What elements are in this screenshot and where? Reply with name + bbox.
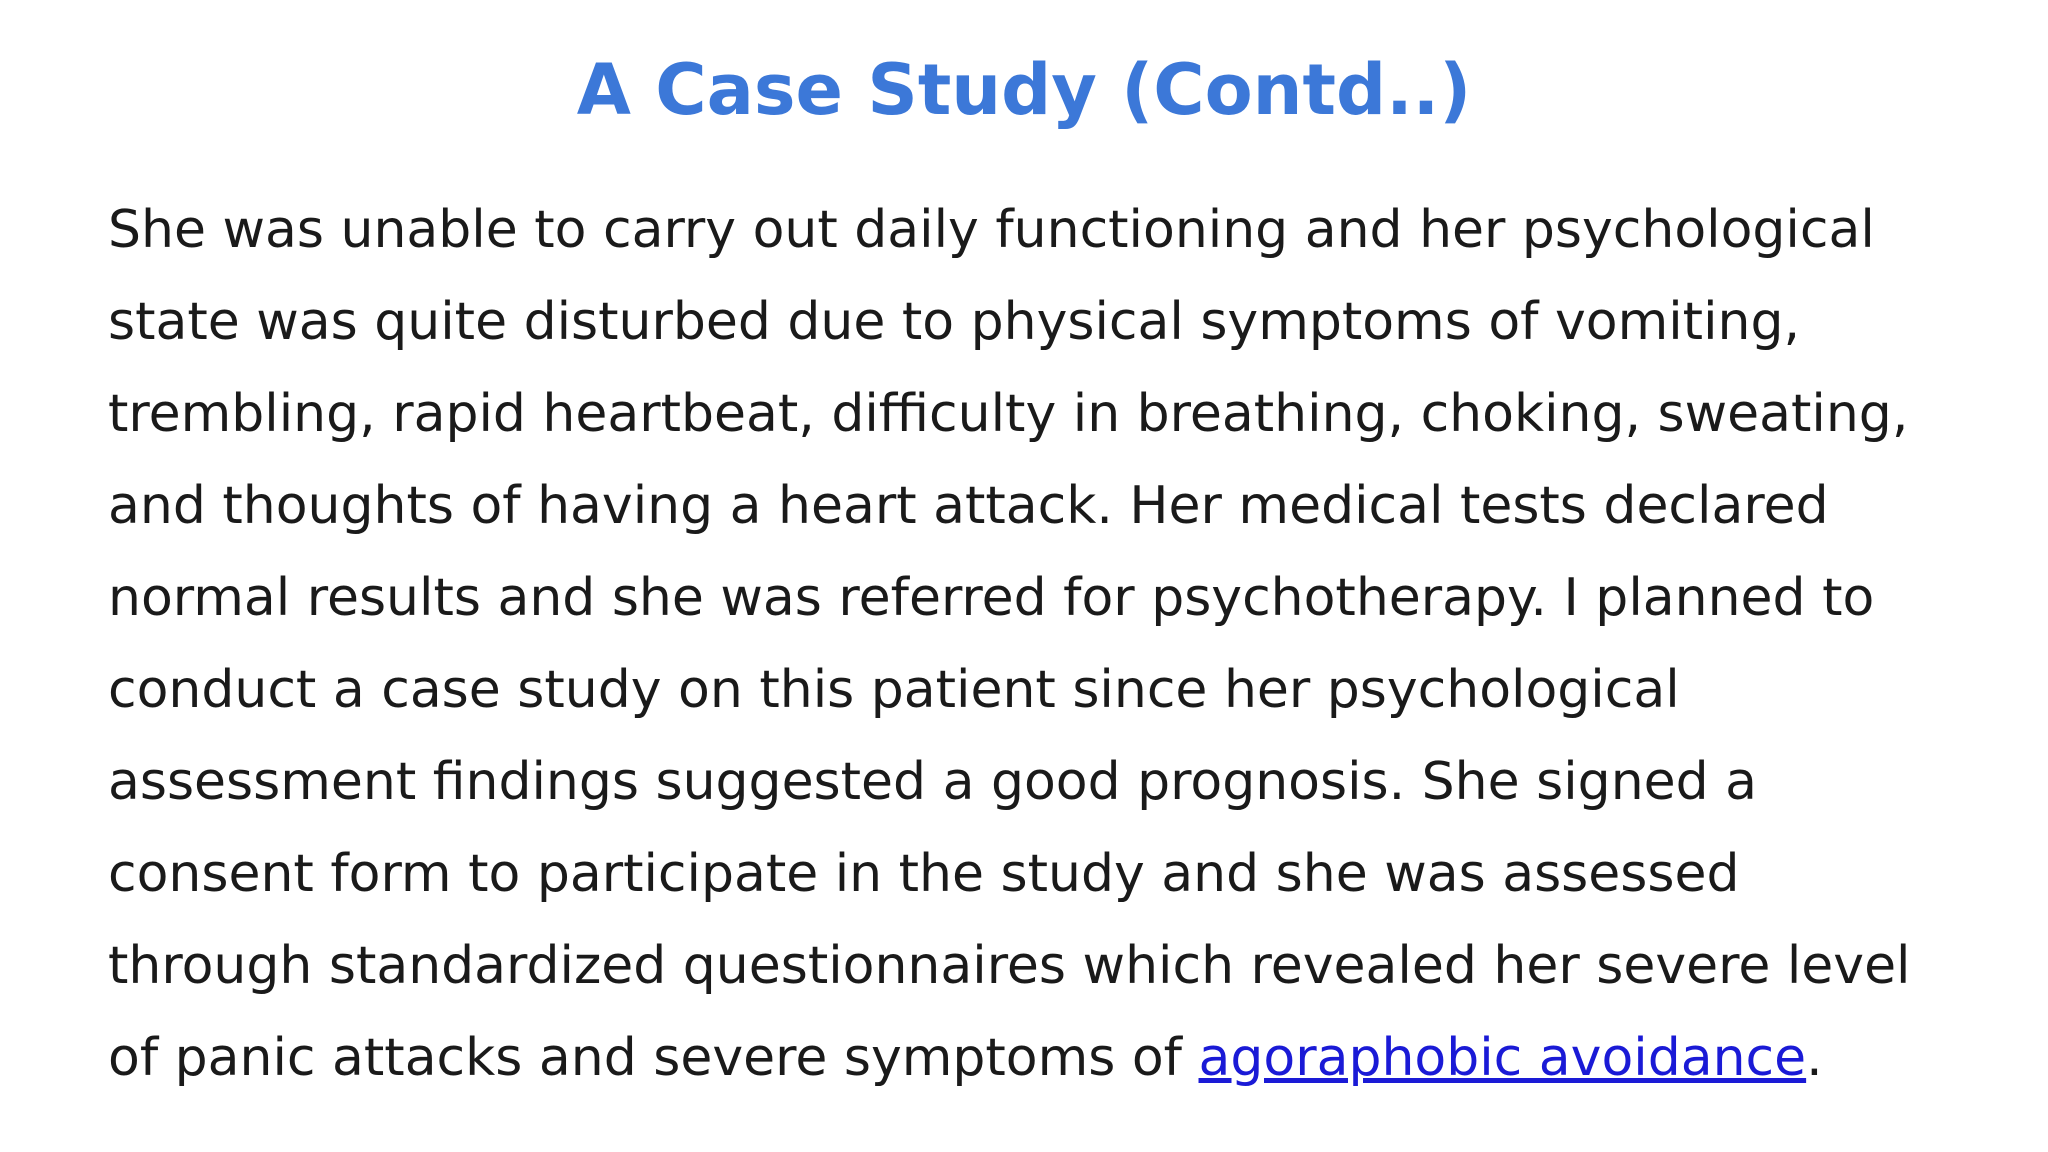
last-line-prefix: of panic attacks and severe symptoms of (108, 1028, 1199, 1088)
paragraph-line: normal results and she was referred for psychotherapy. I planned to (108, 568, 1875, 628)
paragraph-line: consent form to participate in the study and she was assessed (108, 844, 1740, 904)
slide-title: A Case Study (Contd..) (576, 49, 1472, 131)
paragraph-line: state was quite disturbed due to physical symptoms of vomiting, (108, 292, 1801, 352)
paragraph-line: and thoughts of having a heart attack. Her medical tests declared (108, 476, 1829, 536)
paragraph-line: She was unable to carry out daily functioning and her psychological (108, 200, 1875, 260)
paragraph-line: conduct a case study on this patient since her psychological (108, 660, 1680, 720)
paragraph-line: trembling, rapid heartbeat, difficulty in breathing, choking, sweating, (108, 384, 1909, 444)
last-line-suffix: . (1806, 1028, 1823, 1088)
paragraph-line: assessment findings suggested a good prognosis. She signed a (108, 752, 1758, 812)
paragraph-last-line (108, 1012, 2008, 1104)
agoraphobic-avoidance-link[interactable]: agoraphobic avoidance (1198, 1028, 1807, 1088)
body-paragraph (108, 184, 2008, 1104)
paragraph-line: through standardized questionnaires which revealed her severe level (108, 936, 1911, 996)
